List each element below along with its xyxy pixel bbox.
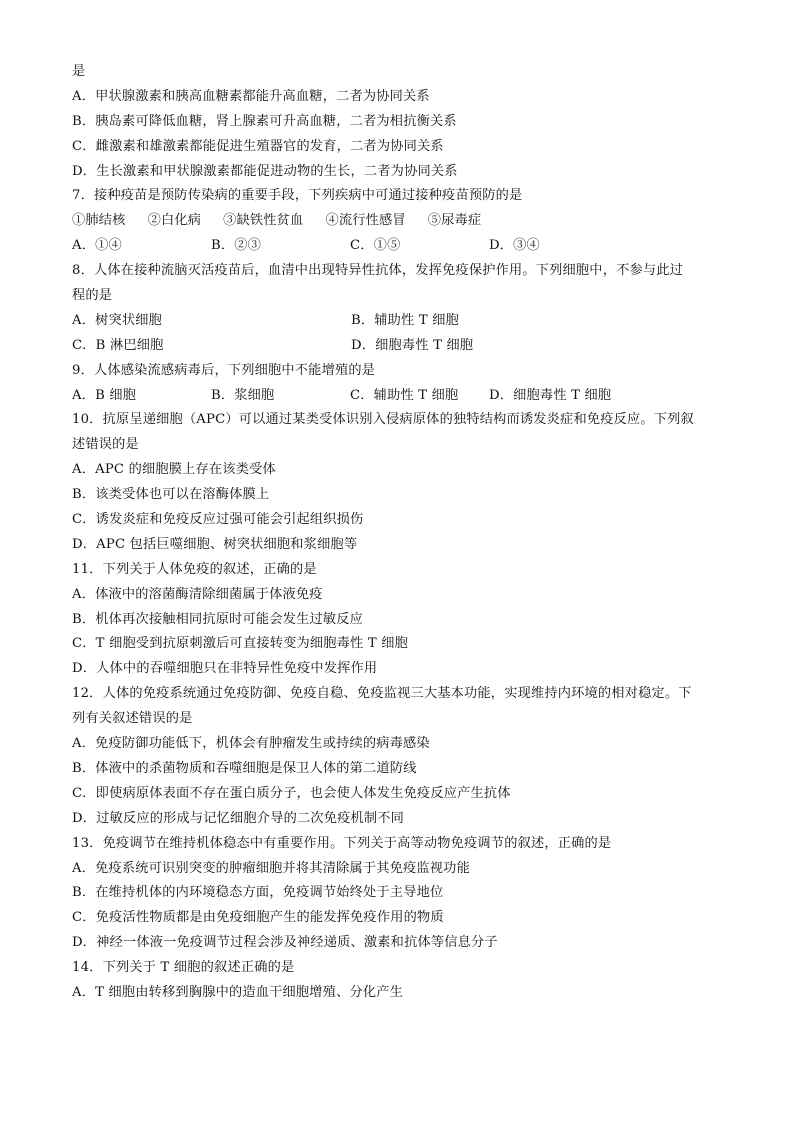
text-line: 程的是 xyxy=(72,288,113,304)
text-line: C．诱发炎症和免疫反应过强可能会引起组织损伤 xyxy=(72,512,364,528)
list-item: ②白化病 xyxy=(147,213,202,229)
options-row xyxy=(72,334,722,359)
text-line: A．免疫防御功能低下，机体会有肿瘤发生或持续的病毒感染 xyxy=(72,736,430,752)
option-item: C．B 淋巴细胞 xyxy=(72,337,164,353)
option-item: C．辅助性 T 细胞 xyxy=(350,387,459,403)
text-line: 13．免疫调节在维持机体稳态中有重要作用。下列关于高等动物免疫调节的叙述，正确的是 xyxy=(72,835,612,851)
text-line: D．APC 包括巨噬细胞、树突状细胞和浆细胞等 xyxy=(72,536,358,552)
text-line: 9．人体感染流感病毒后，下列细胞中不能增殖的是 xyxy=(72,362,376,378)
option-item: A．树突状细胞 xyxy=(72,312,163,328)
text-line: A．APC 的细胞膜上存在该类受体 xyxy=(72,462,276,478)
text-line: D．过敏反应的形成与记忆细胞介导的二次免疫机制不同 xyxy=(72,810,405,826)
text-line: 述错误的是 xyxy=(72,437,139,453)
option-item: D．细胞毒性 T 细胞 xyxy=(351,337,474,353)
list-item: ④流行性感冒 xyxy=(325,213,406,229)
text-line: 列有关叙述错误的是 xyxy=(72,711,193,727)
text-line: C．雌激素和雄激素都能促进生殖器官的发育，二者为协同关系 xyxy=(72,138,444,154)
text-line: 14．下列关于 T 细胞的叙述正确的是 xyxy=(72,960,295,976)
option-item: B．浆细胞 xyxy=(211,387,275,403)
option-item: D．细胞毒性 T 细胞 xyxy=(489,387,612,403)
option-item: B．辅助性 T 细胞 xyxy=(351,312,459,328)
text-line: B．胰岛素可降低血糖，肾上腺素可升高血糖，二者为相抗衡关系 xyxy=(72,113,457,129)
option-item: B．②③ xyxy=(211,238,262,254)
text-line: B．在维持机体的内环境稳态方面，免疫调节始终处于主导地位 xyxy=(72,885,444,901)
option-item: C．①⑤ xyxy=(350,238,401,254)
text-line: A．T 细胞由转移到胸腺中的造血干细胞增殖、分化产生 xyxy=(72,984,404,1000)
text-line: C．即使病原体表面不存在蛋白质分子，也会使人体发生免疫反应产生抗体 xyxy=(72,785,511,801)
options-row xyxy=(72,309,722,334)
text-line: C．T 细胞受到抗原刺激后可直接转变为细胞毒性 T 细胞 xyxy=(72,636,408,652)
item-list-row xyxy=(72,209,722,234)
text-line: 11．下列关于人体免疫的叙述，正确的是 xyxy=(72,561,317,577)
option-item: A．B 细胞 xyxy=(72,387,137,403)
text-line: 12．人体的免疫系统通过免疫防御、免疫自稳、免疫监视三大基本功能，实现维持内环境的相对稳定。下 xyxy=(72,686,692,702)
list-item: ①肺结核 xyxy=(72,213,126,229)
text-line: A．体液中的溶菌酶清除细菌属于体液免疫 xyxy=(72,586,323,602)
text-line: B．该类受体也可以在溶酶体膜上 xyxy=(72,487,270,503)
list-item: ③缺铁性贫血 xyxy=(223,213,304,229)
text-line: C．免疫活性物质都是由免疫细胞产生的能发挥免疫作用的物质 xyxy=(72,910,444,926)
option-item: A．①④ xyxy=(72,238,122,254)
text-line: D．神经一体液一免疫调节过程会涉及神经递质、激素和抗体等信息分子 xyxy=(72,935,498,951)
text-line: D．人体中的吞噬细胞只在非特异性免疫中发挥作用 xyxy=(72,661,378,677)
text-line: 10．抗原呈递细胞（APC）可以通过某类受体识别入侵病原体的独特结构而诱发炎症和免疫反应。下列叙 xyxy=(72,412,694,428)
text-line: A．免疫系统可识别突变的肿瘤细胞并将其清除属于其免疫监视功能 xyxy=(72,860,470,876)
text-line: D．生长激素和甲状腺激素都能促进动物的生长，二者为协同关系 xyxy=(72,163,458,179)
options-row xyxy=(72,384,722,409)
options-row xyxy=(72,234,722,259)
text-line: 是 xyxy=(72,64,86,79)
option-item: D．③④ xyxy=(489,238,540,254)
text-line: A．甲状腺激素和胰高血糖素都能升高血糖，二者为协同关系 xyxy=(72,88,430,104)
text-line: 7．接种疫苗是预防传染病的重要手段，下列疾病中可通过接种疫苗预防的是 xyxy=(72,188,523,204)
list-item: ⑤尿毒症 xyxy=(427,213,482,229)
text-line: 8．人体在接种流脑灭活疫苗后，血清中出现特异性抗体，发挥免疫保护作用。下列细胞中，不参与此过 xyxy=(72,263,684,279)
text-line: B．机体再次接触相同抗原时可能会发生过敏反应 xyxy=(72,611,364,627)
text-line: B．体液中的杀菌物质和吞噬细胞是保卫人体的第二道防线 xyxy=(72,760,417,776)
